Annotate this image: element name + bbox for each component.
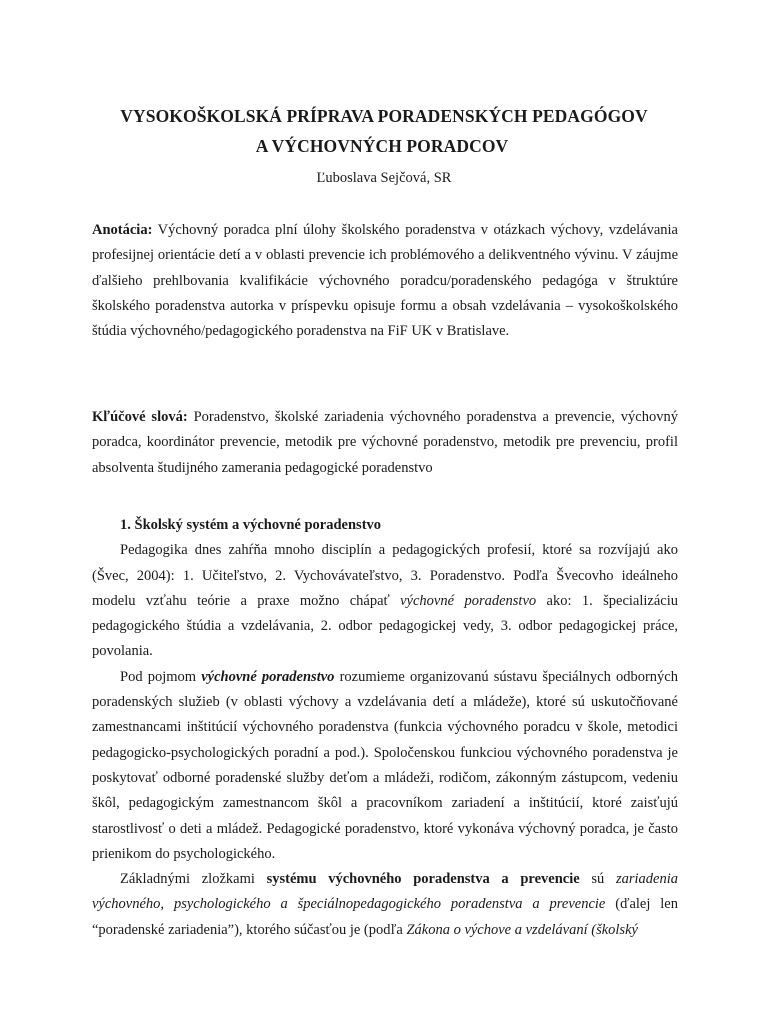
p2-strong-emphasis: výchovné poradenstvo	[201, 668, 335, 685]
p3-emphasis-1: zariadenia výchovného, psychologického a špeciálnopedagogického poradenstva a prevencie	[92, 871, 678, 913]
p3-emphasis-2: Zákona o výchove a vzdelávaní (školský	[406, 921, 638, 938]
p2-text-b: rozumieme organizovanú sústavu špeciálnych odborných poradenských služieb (v oblasti výchovy a vzdelávania detí a mládeže), ktoré sú uskutočňované zamestnancami inštitúcií výchovného poradenstva (funkcia výchovného poradcu v škole, metodici pedagogicko-psychologických poradní a pod.). Spoločenskou funkciou výchovného poradenstva je poskytovať odborné poradenské služby deťom a mládeži, rodičom, zákonným zástupcom, vedeniu škôl, pedagogickým zamestnancom škôl a pracovníkom zariadení a inštitúcií, ktoré zaisťujú starostlivosť o deti a mládež. Pedagogické poradenstvo, ktoré vykonáva výchovný poradca, je často prienikom do psychologického.	[92, 668, 678, 862]
section-1	[92, 513, 678, 943]
p3-text-a: Základnými zložkami	[120, 871, 267, 888]
p1-text-b: ako: 1. špecializáciu pedagogického štúdia a vzdelávania, 2. odbor pedagogickej vedy, 3. odbor pedagogickej práce, povolania.	[92, 592, 678, 660]
p3-strong: systému výchovného poradenstva a prevencie	[266, 871, 580, 888]
abstract-text: Výchovný poradca plní úlohy školského poradenstva v otázkach výchovy, vzdelávania profesijnej orientácie detí a v oblasti prevencie ich problémového a delikventného vývinu. V záujme ďalšieho prehlbovania kvalifikácie výchovného poradcu/poradenského pedagóga v štruktúre školského poradenstva autorka v príspevku opisuje formu a obsah vzdelávania – vysokoškolského štúdia výchovného/pedagogického poradenstva na FiF UK v Bratislave.	[92, 222, 678, 340]
section-heading: 1. Školský systém a výchovné poradenstvo	[120, 517, 382, 533]
title-line-2: A VÝCHOVNÝCH PORADCOV	[255, 136, 509, 156]
abstract-label: Anotácia:	[92, 222, 153, 238]
abstract	[92, 218, 678, 344]
keywords	[92, 405, 678, 481]
p1-emphasis: výchovné poradenstvo	[400, 592, 537, 609]
keywords-text: Poradenstvo, školské zariadenia výchovného poradenstva a prevencie, výchovný poradca, koordinátor prevencie, metodik pre výchovné poradenstvo, metodik pre prevenciu, profil absolventa študijného zamerania pedagogické poradenstvo	[92, 409, 678, 476]
paragraph-3	[92, 867, 678, 943]
p2-text-a: Pod pojmom	[120, 668, 202, 685]
paragraph-1	[92, 538, 678, 664]
p3-text-c: (ďalej len “poradenské zariadenia”), ktorého súčasťou je (podľa	[92, 896, 678, 938]
keywords-label: Kľúčové slová:	[92, 409, 188, 425]
p3-text-b: sú	[579, 871, 616, 888]
title-line-1: VYSOKOŠKOLSKÁ PRÍPRAVA PORADENSKÝCH PEDAGÓGOV	[120, 106, 648, 126]
paragraph-2	[92, 665, 678, 867]
p1-text-a: Pedagogika dnes zahŕňa mnoho disciplín a pedagogických profesií, ktoré sa rozvíjajú ako (Švec, 2004): 1. Učiteľstvo, 2. Vychovávateľstvo, 3. Poradenstvo. Podľa Švecovho ideálneho modelu vzťahu teórie a praxe možno chápať	[92, 542, 678, 609]
author: Ľuboslava Sejčová, SR	[316, 170, 452, 186]
